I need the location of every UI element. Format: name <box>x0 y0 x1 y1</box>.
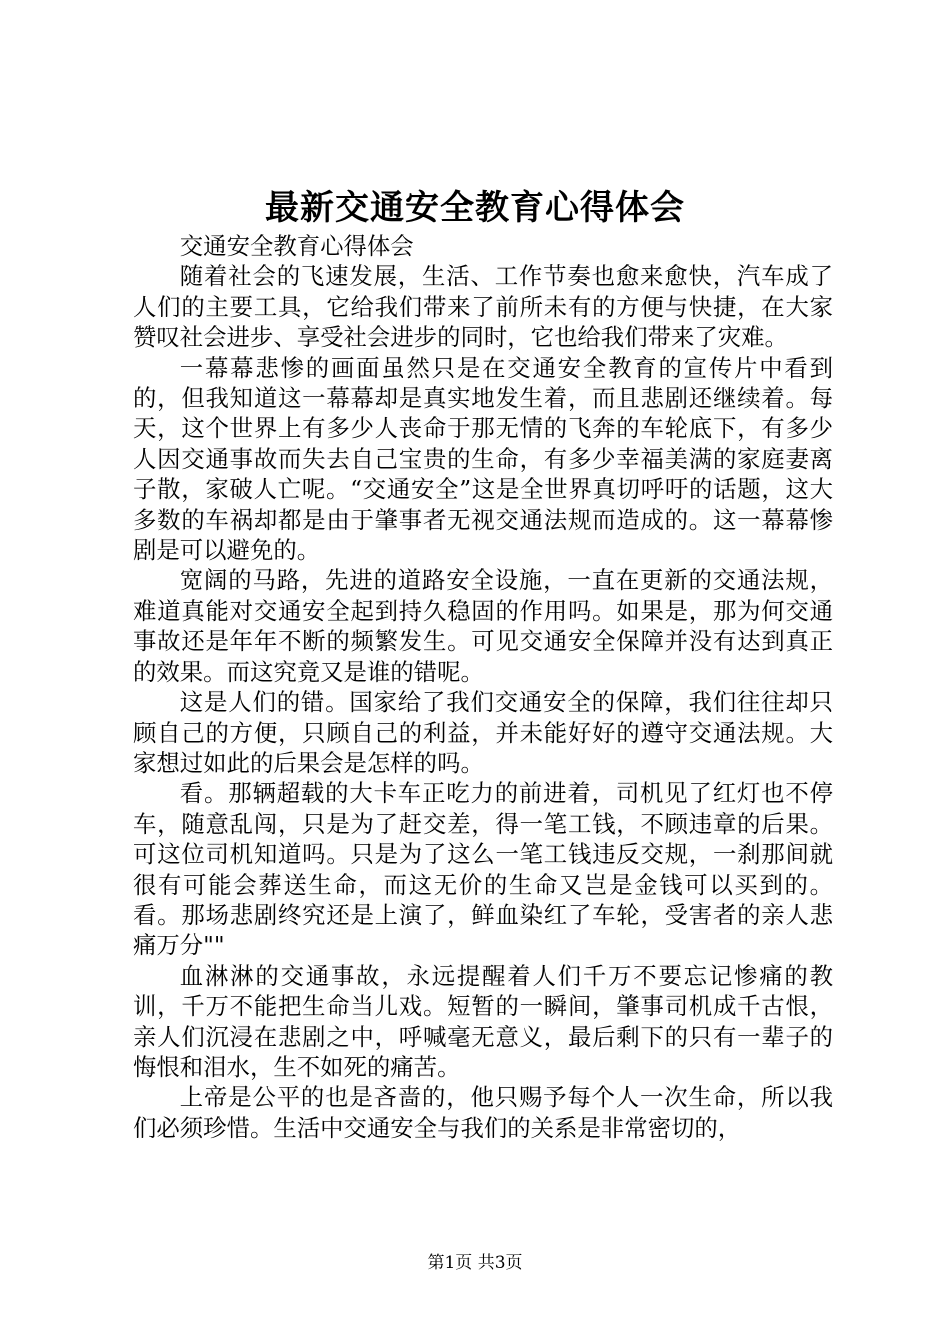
body-paragraph: 上帝是公平的也是吝啬的，他只赐予每个人一次生命，所以我们必须珍惜。生活中交通安全与我们的关系是非常密切的， <box>133 1083 833 1142</box>
subtitle-paragraph: 交通安全教育心得体会 <box>179 232 414 260</box>
page-footer: 第1页 共3页 <box>427 1253 523 1273</box>
body-paragraph: 这是人们的错。国家给了我们交通安全的保障，我们往往却只顾自己的方便，只顾自己的利益，并未能好好的遵守交通法规。大家想过如此的后果会是怎样的吗。 <box>133 688 833 777</box>
body-paragraph: 看。那辆超载的大卡车正吃力的前进着，司机见了红灯也不停车，随意乱闯，只是为了赶交差，得一笔工钱，不顾违章的后果。可这位司机知道吗。只是为了这么一笔工钱违反交规，一刹那间就很有可能会葬送生命，而这无价的生命又岂是金钱可以买到的。看。那场悲剧终究还是上演了，鲜血染红了车轮，受害者的亲人悲痛万分"" <box>133 779 833 960</box>
body-paragraph: 随着社会的飞速发展，生活、工作节奏也愈来愈快，汽车成了人们的主要工具，它给我们带来了前所未有的方便与快捷，在大家赞叹社会进步、享受社会进步的同时，它也给我们带来了灾难。 <box>133 262 833 352</box>
body-paragraph: 宽阔的马路，先进的道路安全设施，一直在更新的交通法规，难道真能对交通安全起到持久稳固的作用吗。如果是，那为何交通事故还是年年不断的频繁发生。可见交通安全保障并没有达到真正的效果。而这究竟又是谁的错呢。 <box>133 566 833 686</box>
document-body <box>133 231 833 1143</box>
document-title: 最新交通安全教育心得体会 <box>265 188 685 228</box>
body-paragraph: 血淋淋的交通事故，永远提醒着人们千万不要忘记惨痛的教训，千万不能把生命当儿戏。短暂的一瞬间，肇事司机成千古恨，亲人们沉浸在悲剧之中，呼喊毫无意义，最后剩下的只有一辈子的悔恨和泪水，生不如死的痛苦。 <box>133 961 833 1081</box>
body-paragraph: 一幕幕悲惨的画面虽然只是在交通安全教育的宣传片中看到的，但我知道这一幕幕却是真实地发生着，而且悲剧还继续着。每天，这个世界上有多少人丧命于那无情的飞奔的车轮底下，有多少人因交通事故而失去自己宝贵的生命，有多少幸福美满的家庭妻离子散，家破人亡呢。“交通安全”这是全世界真切呼吁的话题，这大多数的车祸却都是由于肇事者无视交通法规而造成的。这一幕幕惨剧是可以避免的。 <box>133 353 833 565</box>
